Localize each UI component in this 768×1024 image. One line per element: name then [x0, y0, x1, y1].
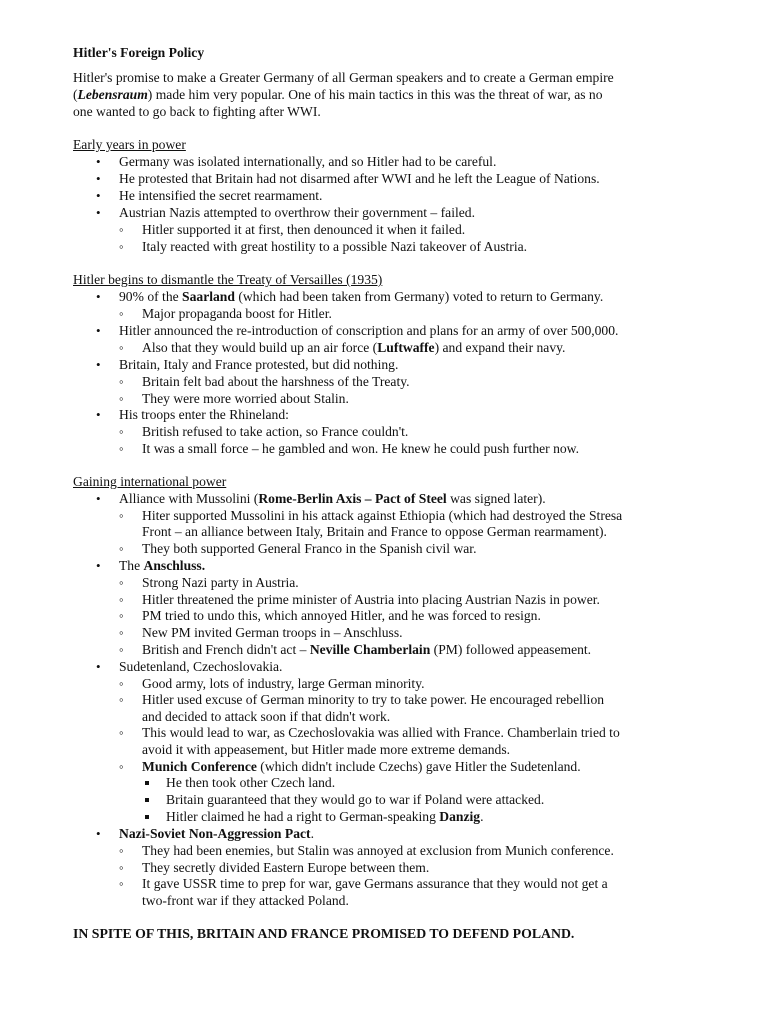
sub-bullet-item: Britain felt bad about the harshness of the Treaty. [142, 374, 410, 389]
sub-bullet-icon: ◦ [119, 424, 124, 439]
sub-bullet-item: PM tried to undo this, which annoyed Hitler, and he was forced to resign. [142, 608, 541, 623]
sub-bullet-item: They had been enemies, but Stalin was annoyed at exclusion from Munich conference. [142, 843, 614, 858]
bullet-item: 90% of the Saarland (which had been taken from Germany) voted to return to Germany. [119, 289, 604, 304]
sub-bullet-item-continued: avoid it with appeasement, but Hitler made more extreme demands. [142, 742, 511, 757]
sub-bullet-icon: ◦ [119, 860, 124, 875]
bullet-icon: • [96, 659, 101, 674]
bullet-icon: • [96, 357, 101, 372]
bullet-icon: • [96, 558, 101, 573]
sub-bullet-item: Hiter supported Mussolini in his attack against Ethiopia (which had destroyed the Stresa [142, 508, 623, 523]
bullet-item: Germany was isolated internationally, and so Hitler had to be careful. [119, 154, 497, 169]
intro-line: one wanted to go back to fighting after WWI. [73, 104, 321, 119]
sub-bullet-item: Hitler used excuse of German minority to try to take power. He encouraged rebellion [142, 692, 605, 707]
sub-bullet-item: It gave USSR time to prep for war, gave Germans assurance that they would not get a [142, 876, 608, 891]
sub-bullet-item-continued: Front – an alliance between Italy, Britain and France to oppose German rearmament). [142, 524, 607, 539]
sub-bullet-icon: ◦ [119, 592, 124, 607]
bullet-icon: • [96, 188, 101, 203]
section-heading-versailles: Hitler begins to dismantle the Treaty of Versailles (1935) [73, 272, 383, 287]
sub-bullet-item: Munich Conference (which didn't include Czechs) gave Hitler the Sudetenland. [142, 759, 581, 774]
sub-bullet-item-continued: two-front war if they attacked Poland. [142, 893, 349, 908]
sub-bullet-icon: ◦ [119, 541, 124, 556]
intro-line: Hitler's promise to make a Greater Germany of all German speakers and to create a German empire [73, 70, 614, 85]
sub-bullet-item: British refused to take action, so France couldn't. [142, 424, 409, 439]
bullet-item: Britain, Italy and France protested, but did nothing. [119, 357, 399, 372]
sub-bullet-icon: ◦ [119, 374, 124, 389]
sub-bullet-item: New PM invited German troops in – Anschluss. [142, 625, 403, 640]
bullet-item: He intensified the secret rearmament. [119, 188, 323, 203]
bullet-icon: • [96, 323, 101, 338]
sub-bullet-icon: ◦ [119, 725, 124, 740]
sub-bullet-item: They secretly divided Eastern Europe between them. [142, 860, 430, 875]
sub-bullet-item: Hitler threatened the prime minister of Austria into placing Austrian Nazis in power. [142, 592, 600, 607]
sub-bullet-item: Also that they would build up an air force (Luftwaffe) and expand their navy. [142, 340, 566, 355]
sub-bullet-item: They both supported General Franco in the Spanish civil war. [142, 541, 477, 556]
sub-bullet-item: This would lead to war, as Czechoslovakia was allied with France. Chamberlain tried to [142, 725, 620, 740]
section-heading-early-years: Early years in power [73, 137, 186, 152]
bullet-item: Alliance with Mussolini (Rome-Berlin Axis – Pact of Steel was signed later). [119, 491, 546, 506]
sub-bullet-icon: ◦ [119, 222, 124, 237]
sub-sub-bullet-item: Hitler claimed he had a right to German-speaking Danzig. [166, 809, 484, 824]
bullet-item: Austrian Nazis attempted to overthrow their government – failed. [119, 205, 475, 220]
sub-bullet-item-continued: and decided to attack soon if that didn't work. [142, 709, 391, 724]
bullet-item: Sudetenland, Czechoslovakia. [119, 659, 283, 674]
bullet-icon: • [96, 826, 101, 841]
sub-bullet-icon: ◦ [119, 340, 124, 355]
bullet-item: Nazi-Soviet Non-Aggression Pact. [119, 826, 314, 841]
sub-bullet-icon: ◦ [119, 759, 124, 774]
conclusion-text: IN SPITE OF THIS, BRITAIN AND FRANCE PROMISED TO DEFEND POLAND. [73, 926, 575, 941]
document-title: Hitler's Foreign Policy [73, 45, 205, 60]
sub-bullet-icon: ◦ [119, 625, 124, 640]
sub-bullet-icon: ◦ [119, 642, 124, 657]
bullet-item: He protested that Britain had not disarmed after WWI and he left the League of Nations. [119, 171, 600, 186]
bullet-item: His troops enter the Rhineland: [119, 407, 289, 422]
sub-bullet-item: Strong Nazi party in Austria. [142, 575, 299, 590]
bullet-item: Hitler announced the re-introduction of conscription and plans for an army of over 500,000. [119, 323, 619, 338]
bullet-icon: • [96, 171, 101, 186]
sub-bullet-icon: ◦ [119, 508, 124, 523]
sub-bullet-icon: ◦ [119, 239, 124, 254]
sub-bullet-icon: ◦ [119, 692, 124, 707]
sub-bullet-item: Hitler supported it at first, then denounced it when it failed. [142, 222, 466, 237]
bullet-icon: • [96, 154, 101, 169]
sub-bullet-icon: ◦ [119, 575, 124, 590]
sub-bullet-icon: ◦ [119, 441, 124, 456]
sub-bullet-icon: ◦ [119, 876, 124, 891]
bullet-icon: • [96, 407, 101, 422]
sub-bullet-icon: ◦ [119, 306, 124, 321]
bullet-icon: • [96, 491, 101, 506]
sub-sub-bullet-item: He then took other Czech land. [166, 775, 336, 790]
sub-bullet-item: British and French didn't act – Neville Chamberlain (PM) followed appeasement. [142, 642, 592, 657]
sub-bullet-icon: ◦ [119, 676, 124, 691]
square-bullet-icon [145, 781, 149, 785]
sub-bullet-item: It was a small force – he gambled and won. He knew he could push further now. [142, 441, 580, 456]
sub-bullet-item: Good army, lots of industry, large German minority. [142, 676, 425, 691]
square-bullet-icon [145, 798, 149, 802]
section-heading-international-power: Gaining international power [73, 474, 227, 489]
bullet-item: The Anschluss. [119, 558, 206, 573]
sub-sub-bullet-item: Britain guaranteed that they would go to war if Poland were attacked. [166, 792, 545, 807]
sub-bullet-icon: ◦ [119, 843, 124, 858]
sub-bullet-item: Italy reacted with great hostility to a possible Nazi takeover of Austria. [142, 239, 528, 254]
sub-bullet-item: Major propaganda boost for Hitler. [142, 306, 332, 321]
sub-bullet-icon: ◦ [119, 391, 124, 406]
square-bullet-icon [145, 815, 149, 819]
bullet-icon: • [96, 289, 101, 304]
sub-bullet-item: They were more worried about Stalin. [142, 391, 349, 406]
intro-line: (Lebensraum) made him very popular. One of his main tactics in this was the threat of war, as no [73, 87, 603, 102]
lebensraum-term: Lebensraum [77, 87, 148, 102]
sub-bullet-icon: ◦ [119, 608, 124, 623]
bullet-icon: • [96, 205, 101, 220]
